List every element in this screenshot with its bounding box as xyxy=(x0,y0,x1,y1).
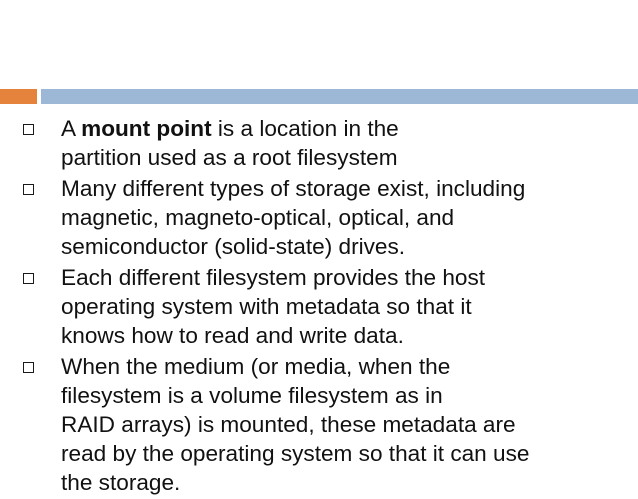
bullet-line: filesystem is a volume filesystem as in xyxy=(61,383,443,408)
text-run: is a location in the xyxy=(211,116,399,141)
bullet-line: knows how to read and write data. xyxy=(61,323,404,348)
square-bullet-icon xyxy=(23,184,34,195)
bullet-line: RAID arrays) is mounted, these metadata are xyxy=(61,412,516,437)
bullet-line: read by the operating system so that it can use xyxy=(61,441,530,466)
bullet-line: partition used as a root filesystem xyxy=(61,145,398,170)
accent-bar-blue xyxy=(41,89,638,104)
square-bullet-icon xyxy=(23,362,34,373)
bullet-line: magnetic, magneto-optical, optical, and xyxy=(61,205,455,230)
square-bullet-icon xyxy=(23,273,34,284)
bullet-list xyxy=(0,114,638,499)
text-run: A xyxy=(61,116,82,141)
bold-term: mount point xyxy=(81,116,212,141)
square-bullet-icon xyxy=(23,124,34,135)
bullet-line: the storage. xyxy=(61,470,181,495)
bullet-item xyxy=(0,174,638,261)
bullet-line: Each different filesystem provides the host xyxy=(61,265,486,290)
bullet-item xyxy=(0,263,638,350)
bullet-line: When the medium (or media, when the xyxy=(61,354,451,379)
bullet-item xyxy=(0,114,638,172)
bullet-item xyxy=(0,352,638,497)
bullet-line: operating system with metadata so that it xyxy=(61,294,472,319)
bullet-line: Many different types of storage exist, including xyxy=(61,176,526,201)
accent-bar-orange xyxy=(0,89,37,104)
bullet-line xyxy=(61,114,618,143)
bullet-line: semiconductor (solid-state) drives. xyxy=(61,234,406,259)
